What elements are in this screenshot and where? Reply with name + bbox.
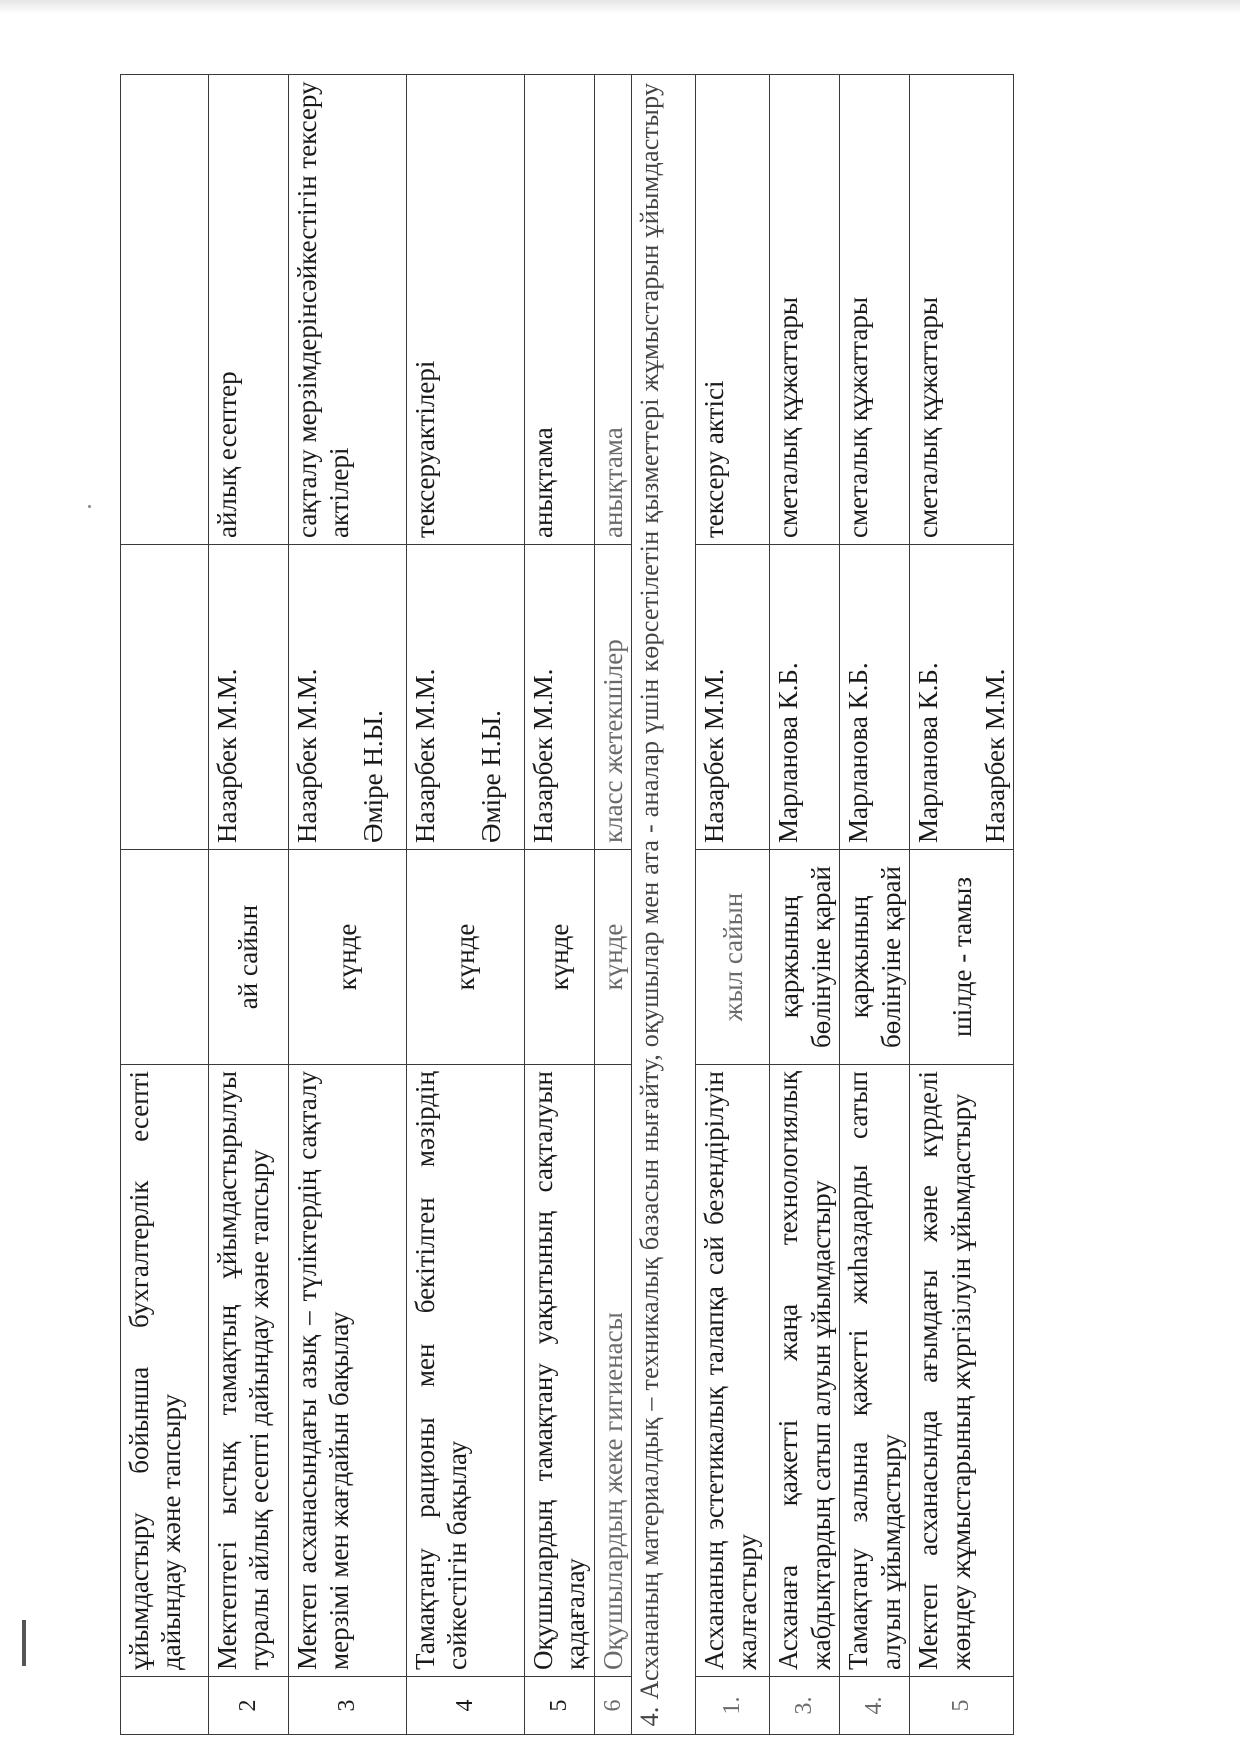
period-cell: қаржының бөлінуіне қарай — [770, 850, 840, 1065]
row-number: 1. — [696, 1677, 770, 1735]
responsible-name: Назарбек М.М. — [410, 668, 440, 843]
responsible-cell — [525, 545, 595, 850]
row-number: 4. — [840, 1677, 910, 1735]
table-row — [525, 75, 595, 1735]
section-heading-row — [632, 75, 696, 1735]
table-row — [121, 75, 209, 1735]
task-cell: Оқушылардың тамақтану уақытының сақталуын қадағалау — [525, 1065, 595, 1677]
result-cell: анықтама — [595, 75, 632, 545]
scan-top-edge — [0, 0, 1240, 14]
responsible-cell — [209, 545, 289, 850]
period-cell: қаржының бөлінуіне қарай — [840, 850, 910, 1065]
responsible-cell — [121, 545, 209, 850]
task-cell: Асхананың эстетикалық талапқа сай безендірілуін жалғастыру — [696, 1065, 770, 1677]
row-number: 5 — [910, 1677, 1014, 1735]
responsible-name: Назарбек М.М. — [212, 668, 242, 843]
rotated-page-content — [120, 75, 1235, 1735]
row-number: 5 — [525, 1677, 595, 1735]
responsible-name: Назарбек М.М. — [528, 668, 558, 843]
section-heading: 4. Асхананың материалдық – техникалық базасын нығайту, оқушылар мен ата - аналар үшін көрсетілетін қызметтері жұмыстарын ұйымдастыру — [632, 75, 696, 1735]
responsible-name-2: Назарбек М.М. — [979, 668, 1010, 843]
period-cell — [121, 850, 209, 1065]
result-cell: анықтама — [525, 75, 595, 545]
responsible-cell — [289, 545, 407, 850]
task-cell: Мектеп асханасында ағымдағы және күрделі жөндеу жұмыстарының жүргізілуін ұйымдастыру — [910, 1065, 1014, 1677]
result-cell: сақталу мерзімдерінсәйкестігін тексеру актілері — [289, 75, 407, 545]
scan-margin-mark — [22, 1620, 26, 1666]
result-cell: тексеру актісі — [696, 75, 770, 545]
responsible-name-2: Әміре Н.Ы. — [358, 710, 389, 843]
period-cell: жыл сайын — [696, 850, 770, 1065]
responsible-name-2: Әміре Н.Ы. — [476, 710, 507, 843]
result-cell: сметалық құжаттары — [840, 75, 910, 545]
table-row — [289, 75, 407, 1735]
responsible-cell: Марланова К.Б. — [770, 545, 840, 850]
row-number — [121, 1677, 209, 1735]
row-number: 3. — [770, 1677, 840, 1735]
task-cell: Тамақтану залына қажетті жиһаздарды сатып алуын ұйымдастыру — [840, 1065, 910, 1677]
row-number: 3 — [289, 1677, 407, 1735]
task-cell: ұйымдастыру бойынша бухгалтерлік есепті дайындау және тапсыру — [121, 1065, 209, 1677]
scan-speck — [88, 505, 91, 508]
row-number: 6 — [595, 1677, 632, 1735]
responsible-name: Назарбек М.М. — [292, 668, 322, 843]
result-cell: сметалық құжаттары — [910, 75, 1014, 545]
task-cell: Оқушылардың жеке гигиенасы — [595, 1065, 632, 1677]
responsible-cell: Назарбек М.М. — [696, 545, 770, 850]
responsible-name: Марланова К.Б. — [913, 662, 944, 843]
period-cell: күнде — [289, 850, 407, 1065]
table-row — [910, 75, 1014, 1735]
plan-table — [120, 74, 1014, 1735]
task-cell: Мектеп асханасындағы азық – түліктердің сақталу мерзімі мен жағдайын бақылау — [289, 1065, 407, 1677]
period-cell: күнде — [407, 850, 525, 1065]
table-row — [407, 75, 525, 1735]
table-row — [595, 75, 632, 1735]
task-cell: Тамақтану рационы мен бекітілген мәзірдің сәйкестігін бақылау — [407, 1065, 525, 1677]
result-cell: тексеруактілері — [407, 75, 525, 545]
period-cell: күнде — [595, 850, 632, 1065]
row-number: 2 — [209, 1677, 289, 1735]
row-number: 4 — [407, 1677, 525, 1735]
result-cell — [121, 75, 209, 545]
table-row — [696, 75, 770, 1735]
responsible-cell: Марланова К.Б. — [840, 545, 910, 850]
table-row — [840, 75, 910, 1735]
table-row — [209, 75, 289, 1735]
result-cell: сметалық құжаттары — [770, 75, 840, 545]
period-cell: ай сайын — [209, 850, 289, 1065]
responsible-cell — [407, 545, 525, 850]
task-cell: Асханаға қажетті жаңа технологиялық жабдықтардың сатып алуын ұйымдастыру — [770, 1065, 840, 1677]
task-cell: Мектептегі ыстық тамақтың ұйымдастырылуы туралы айлық есепті дайындау және тапсыру — [209, 1065, 289, 1677]
responsible-cell — [910, 545, 1014, 850]
period-cell: шілде - тамыз — [910, 850, 1014, 1065]
period-cell: күнде — [525, 850, 595, 1065]
result-cell: айлық есептер — [209, 75, 289, 545]
responsible-cell: класс жетекшілер — [595, 545, 632, 850]
table-row — [770, 75, 840, 1735]
